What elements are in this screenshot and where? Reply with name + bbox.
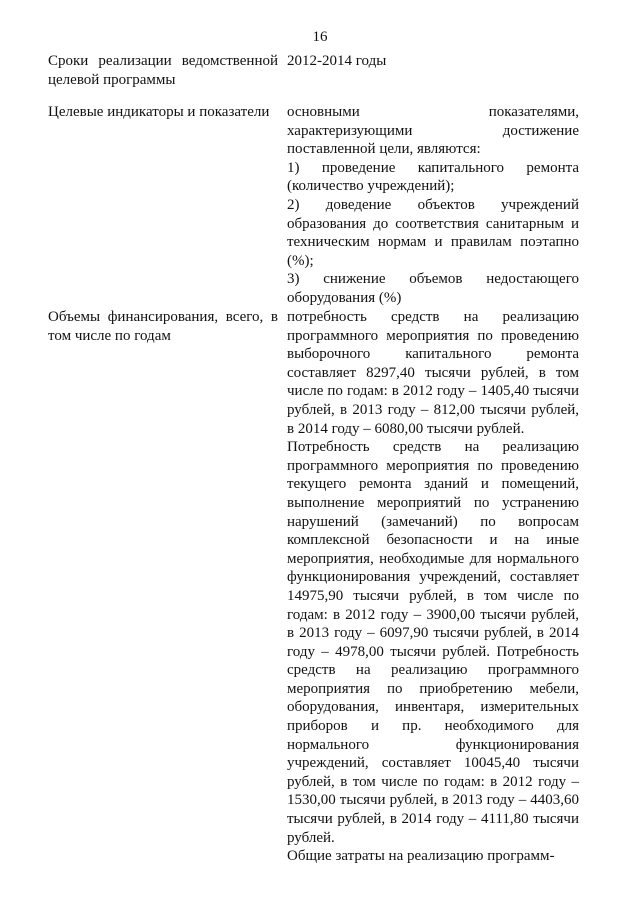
value-paragraph: Общие затраты на реализацию программ- xyxy=(287,848,555,865)
value-paragraph: 2) доведение объектов учреждений образования до соответствия санитарным и техническим нормам и правилам поэтапно (%); xyxy=(287,196,579,269)
value-paragraph: 3) снижение объемов недостающего оборудования (%) xyxy=(287,271,579,306)
page-number: 16 xyxy=(312,29,328,45)
row-label: Объемы финансирования, всего, в том числе по годам xyxy=(48,309,278,344)
row-label: Сроки реализации ведомственной целевой программы xyxy=(48,53,278,88)
value-paragraph: потребность средств на реализацию программного мероприятия по проведению выборочного капитального ремонта составляет 8297,40 тысячи рублей, в том числе по годам: в 2012 году – 1405,40 тысячи рублей, в 2013 году – 812,00 тысячи рублей, в 2014 году – 6080,00 тысячи рублей. xyxy=(287,309,579,437)
row-value xyxy=(287,52,579,71)
value-paragraph: Потребность средств на реализацию программного мероприятия по проведению текущего ремонта зданий и помещений, выполнение мероприятий по устранению нарушений (замечаний) по вопросам комплексной безопасности и на иные мероприятия, необходимые для нормального функционирования учреждений, составляет 14975,90 тысячи рублей, в том числе по годам: в 2012 году – 3900,00 тысячи рублей, в 2013 году – 6097,90 тысячи рублей, в 2014 году – 4978,00 тысячи рублей. Потребность средств на реализацию программного мероприятия по приобретению мебели, оборудования, инвентаря, измерительных приборов и пр. необходимого для нормального функционирования учреждений, составляет 10045,40 тысячи рублей, в том числе по годам: в 2012 году – 1530,00 тысячи рублей, в 2013 году – 4403,60 тысячи рублей, в 2014 году – 4111,80 тысячи рублей. xyxy=(287,439,579,846)
row-value xyxy=(287,308,579,866)
value-paragraph: 2012-2014 годы xyxy=(287,53,387,69)
row-label: Целевые индикаторы и показатели xyxy=(48,104,270,120)
value-paragraph: 1) проведение капитального ремонта (количество учреждений); xyxy=(287,159,579,195)
row-value xyxy=(287,103,579,308)
value-paragraph: основными показателями, характеризующими достижение поставленной цели, являются: xyxy=(287,104,579,158)
